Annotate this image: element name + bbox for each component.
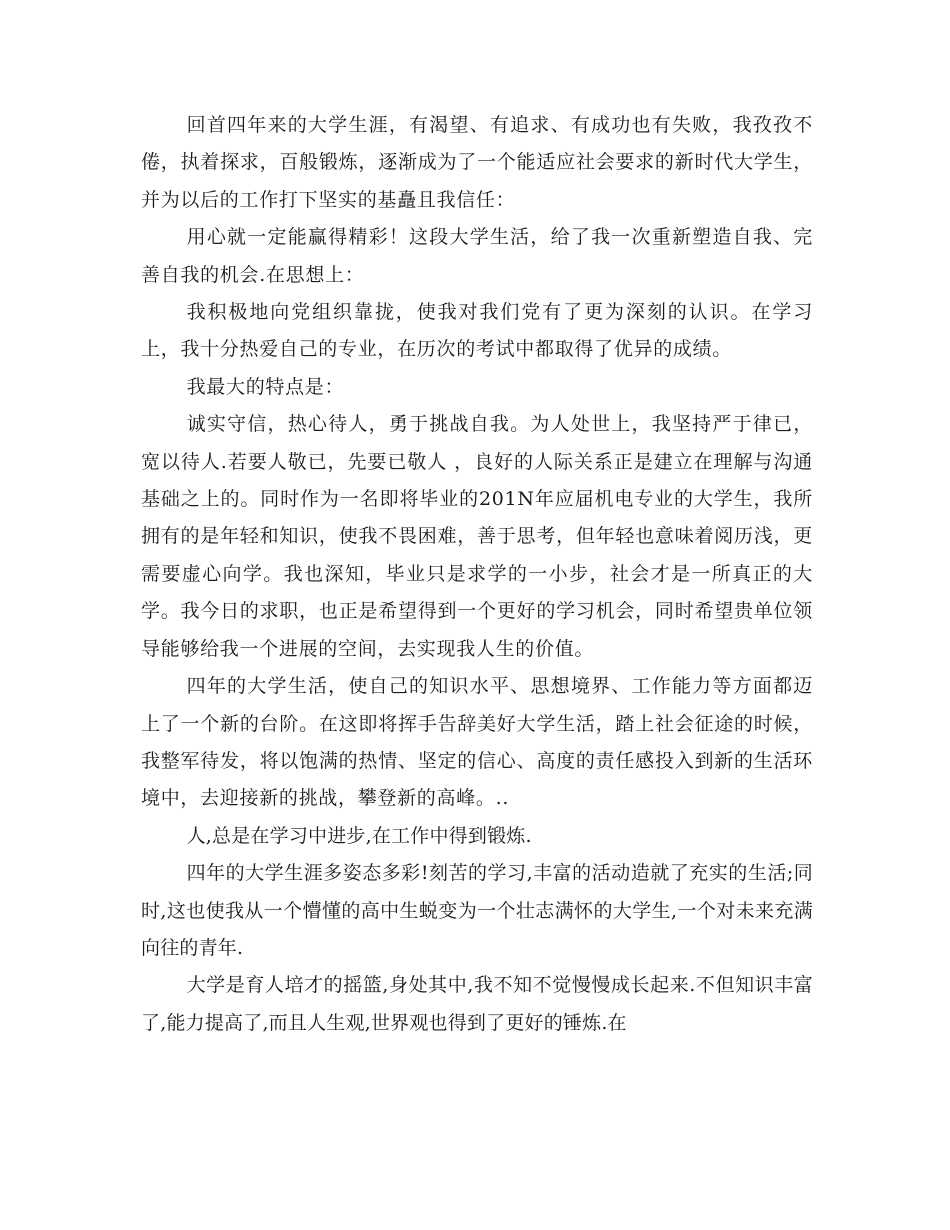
paragraph-5: 诚实守信，热心待人，勇于挑战自我。为人处世上，我坚持严于律已，宽以待人.若要人敬已，先要已敬人 ，良好的人际关系正是建立在理解与沟通基础之上的。同时作为一名即将毕业的201N年应届机电专业的大学生，我所拥有的是年轻和知识，使我不畏困难，善于思考，但年轻也意味着阅历浅，更需要虚心向学。我也深知，毕业只是求学的一小步，社会才是一所真正的大学。我今日的求职，也正是希望得到一个更好的学习机会，同时希望贵单位领导能够给我一个进展的空间，去实现我人生的价值。 [141, 413, 813, 660]
paragraph-4: 我最大的特点是： [186, 375, 345, 398]
paragraph-6: 四年的大学生活，使自己的知识水平、思想境界、工作能力等方面都迈上了一个新的台阶。在这即将挥手告辞美好大学生活，踏上社会征途的时候，我整军待发，将以饱满的热情、坚定的信心、高度的责任感投入到新的生活环境中，去迎接新的挑战，攀登新的高峰。.. [141, 675, 813, 810]
paragraph-8: 四年的大学生涯多姿态多彩!刻苦的学习,丰富的活动造就了充实的生活;同时,这也使我从一个懵懂的高中生蜕变为一个壮志满怀的大学生,一个对未来充满向往的青年. [141, 862, 813, 959]
paragraph-2: 用心就一定能赢得精彩！这段大学生活，给了我一次重新塑造自我、完善自我的机会.在思想上： [141, 226, 813, 286]
paragraph-1: 回首四年来的大学生涯，有渴望、有追求、有成功也有失败，我孜孜不倦，执着探求，百般锻炼，逐渐成为了一个能适应社会要求的新时代大学生，并为以后的工作打下坚实的基矗且我信任： [141, 114, 813, 211]
paragraph-3: 我积极地向党组织靠拢，使我对我们党有了更为深刻的认识。在学习上，我十分热爱自己的专业，在历次的考试中都取得了优异的成绩。 [141, 301, 813, 361]
document-body [141, 107, 813, 1042]
paragraph-9: 大学是育人培才的摇篮,身处其中,我不知不觉慢慢成长起来.不但知识丰富了,能力提高了,而且人生观,世界观也得到了更好的锤炼.在 [141, 974, 813, 1034]
paragraph-7: 人,总是在学习中进步,在工作中得到锻炼. [186, 824, 532, 847]
